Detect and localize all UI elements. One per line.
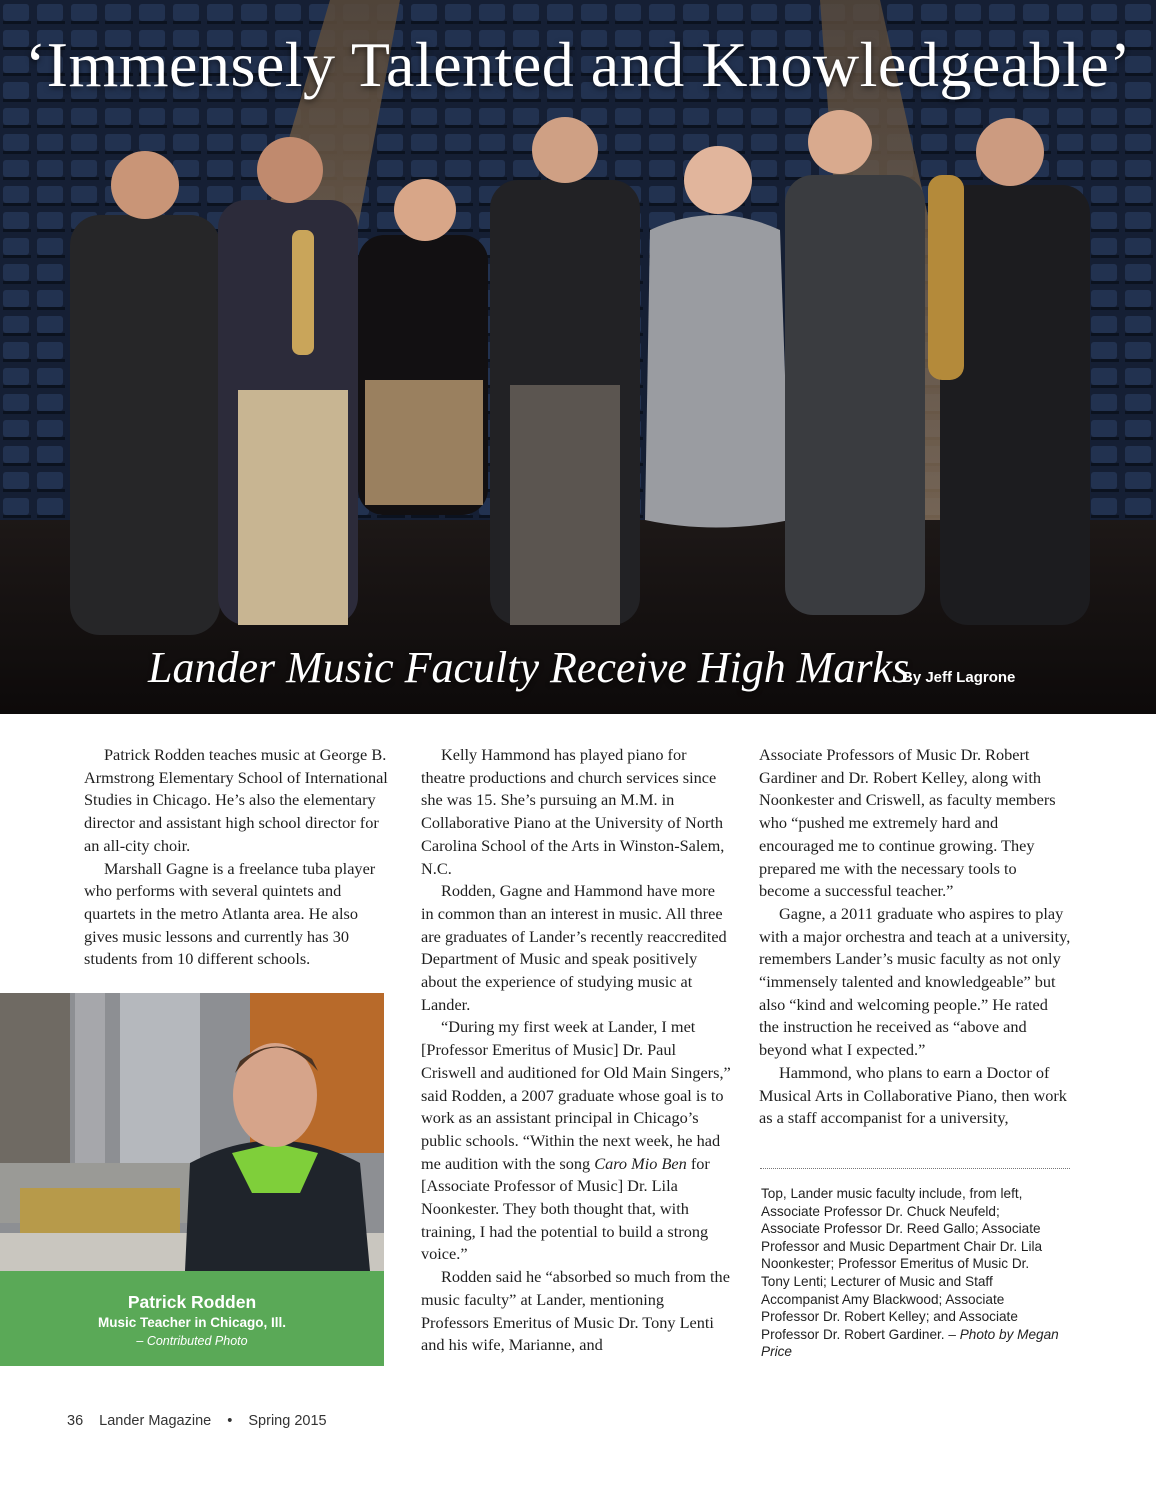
caption-text: Top, Lander music faculty include, from left, Associate Professor Dr. Chuck Neufeld; Associate Professor Dr. Reed Gallo; Associate Professor and Music Department Chair Dr. Lila Noonkester; Professor Emeritus of Music Dr. Tony Lenti; Lecturer of Music and Staff Accompanist Amy Blackwood; Associate Professor Dr. Robert Kelley; and Associate Professor Dr. Robert Gardiner. — [761, 1186, 1043, 1342]
caption-name: Patrick Rodden — [127, 1292, 257, 1312]
paragraph: Hammond, who plans to earn a Doctor of Musical Arts in Collaborative Piano, then work as a staff accompanist for a university, — [759, 1062, 1067, 1128]
paragraph: Rodden, Gagne and Hammond have more in common than an interest in music. All three are graduates of Lander’s recently reaccredited Department of Music and speak positively about the experience of studying music at Lander. — [421, 881, 727, 1014]
hero-photo — [0, 0, 1156, 714]
paragraph: Associate Professors of Music Dr. Robert Gardiner and Dr. Robert Kelley, along with Noonkester and Criswell, as faculty members who “pushed me extremely hard and encouraged me to continue growing. They prepared me with the necessary tools to become a successful teacher.” — [759, 745, 1056, 901]
caption-divider — [760, 1168, 1070, 1169]
article-subtitle: Lander Music Faculty Receive High Marks — [148, 643, 910, 692]
article-column-1 — [84, 744, 394, 971]
faculty-group-photo — [0, 0, 1156, 714]
page-footer — [67, 1413, 339, 1429]
portrait-image — [0, 993, 384, 1271]
issue-date: Spring 2015 — [248, 1413, 327, 1429]
photo-caption-box — [0, 1271, 384, 1366]
paragraph: Patrick Rodden teaches music at George B. Armstrong Elementary School of International Studies in Chicago. He’s also the elementary director and assistant high school director for an all-city choir. — [84, 745, 388, 855]
page-number: 36 — [67, 1413, 84, 1429]
publication-name: Lander Magazine — [99, 1413, 212, 1429]
caption-role: Music Teacher in Chicago, Ill. — [97, 1315, 287, 1330]
text-run: for [Associate Professor of Music] Dr. Lila Noonkester. They both thought that, with training, I had the potential to build a strong voice.” — [421, 1153, 710, 1264]
text-run: “During my first week at Lander, I met [Professor Emeritus of Music] Dr. Paul Criswell and auditioned for Old Main Singers,” said Rodden, a 2007 graduate whose goal is to work as an assistant principal in Chicago’s public schools. “Within the next week, he had me audition with the song — [421, 1017, 731, 1173]
paragraph: Marshall Gagne is a freelance tuba player who performs with several quintets and quartets in the metro Atlanta area. He also gives music lessons and currently has 30 students from 10 different schools. — [84, 858, 376, 969]
byline: By Jeff Lagrone — [902, 669, 1016, 686]
paragraph: Rodden said he “absorbed so much from the music faculty” at Lander, mentioning Professors Emeritus of Music Dr. Tony Lenti and his wife, Marianne, and — [421, 1267, 730, 1355]
paragraph — [421, 1016, 731, 1266]
song-title: Caro Mio Ben — [594, 1153, 687, 1173]
photo-credit: – Photo by Megan Price — [761, 1326, 1059, 1360]
paragraph: Gagne, a 2011 graduate who aspires to play with a major orchestra and teach at a university, remembers Lander’s music faculty as not only “immensely talented and knowledgeable” but also “kind and welcoming people.” He rated the instruction he received as “above and beyond what I expected.” — [759, 903, 1071, 1060]
article-column-2 — [421, 744, 731, 1357]
footer-separator: • — [227, 1413, 233, 1429]
hero-photo-caption — [761, 1185, 1061, 1361]
article-column-3 — [759, 744, 1071, 1130]
patrick-rodden-photo — [0, 993, 384, 1271]
caption-credit: – Contributed Photo — [136, 1334, 248, 1348]
paragraph: Kelly Hammond has played piano for theatre productions and church services since she was 15. She’s pursuing an M.M. in Collaborative Piano at the University of North Carolina School of the Arts in Winston-Salem, N.C. — [421, 745, 725, 878]
page-title: ‘Immensely Talented and Knowledgeable’ — [24, 29, 1132, 100]
